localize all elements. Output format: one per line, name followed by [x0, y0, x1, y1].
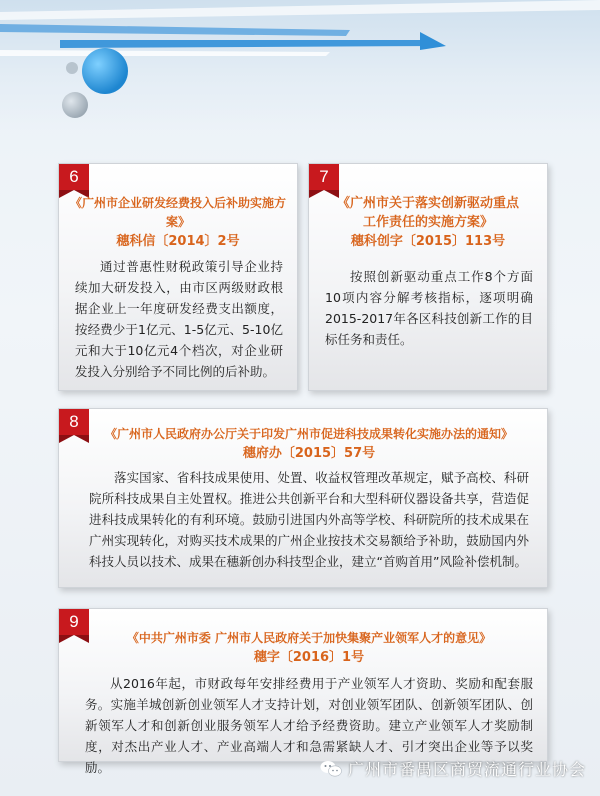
- card-doc-number: 穗科创字〔2015〕113号: [350, 234, 506, 249]
- footer-watermark: [320, 757, 586, 780]
- card-body: 按照创新驱动重点工作8个方面10项内容分解考核指标，逐项明确2015-2017年各区科技创新工作的目标任务和责任。: [325, 269, 533, 347]
- card-doc-number: 穗字〔2016〕1号: [253, 650, 365, 665]
- card-body: 从2016年起，市财政每年安排经费用于产业领军人才资助、奖励和配套服务。实施羊城创新创业领军人才支持计划，对创业领军团队、创新领军团队、创新领军人才和创新创业服务领军人才给予经费资助。建立产业领军人才奖励制度，对杰出产业人才、产业高端人才和急需紧缺人才、引才突出企业等予以奖励。: [85, 676, 533, 775]
- card-doc-number: 穗府办〔2015〕57号: [242, 446, 376, 461]
- card-title: [93, 425, 525, 463]
- policy-card-6: [58, 163, 298, 391]
- card-title-line-2: 工作责任的实施方案》: [362, 215, 493, 230]
- card-number-badge: 8: [59, 409, 89, 435]
- decor-circle-small: [66, 62, 78, 74]
- card-title-line: 《中共广州市委 广州市人民政府关于加快集聚产业领军人才的意见》: [126, 631, 492, 645]
- card-number-badge: 6: [59, 164, 89, 190]
- card-title: [315, 194, 541, 251]
- policy-card-8: [58, 408, 548, 588]
- card-title: [93, 629, 525, 667]
- card-body: 落实国家、省科技成果使用、处置、收益权管理改革规定，赋予高校、科研院所科技成果自主处置权。推进公共创新平台和大型科研仪器设备共享，营造促进科技成果转化的有利环境。鼓励引进国内外高等学校、科研院所的技术成果在广州实现转化，对购买技术成果的广州企业按技术交易额给予补助，鼓励国内外科技人员以技术、成果在穗新创办科技型企业，建立“首购首用”风险补偿机制。: [89, 470, 529, 569]
- wechat-icon: [320, 760, 342, 778]
- card-title-line: 《广州市企业研发经费投入后补助实施方案》: [69, 196, 286, 229]
- card-title-line: 《广州市人民政府办公厅关于印发广州市促进科技成果转化实施办法的通知》: [104, 427, 513, 441]
- card-number-badge: 9: [59, 609, 89, 635]
- decor-circle-medium: [62, 92, 88, 118]
- card-number-badge: 7: [309, 164, 339, 190]
- card-title-line: 《广州市关于落实创新驱动重点: [336, 196, 519, 211]
- card-title: [65, 194, 291, 251]
- card-body: 通过普惠性财税政策引导企业持续加大研发投入，由市区两级财政根据企业上一年度研发经费支出额度，按经费少于1亿元、1-5亿元、5-10亿元和大于10亿元4个档次，对企业研发投入分别给予不同比例的后补助。: [75, 259, 283, 379]
- policy-card-7: [308, 163, 548, 391]
- card-doc-number: 穗科信〔2014〕2号: [116, 234, 240, 249]
- decor-circle-large: [82, 48, 128, 94]
- footer-text: 广州市番禺区商贸流通行业协会: [347, 760, 586, 779]
